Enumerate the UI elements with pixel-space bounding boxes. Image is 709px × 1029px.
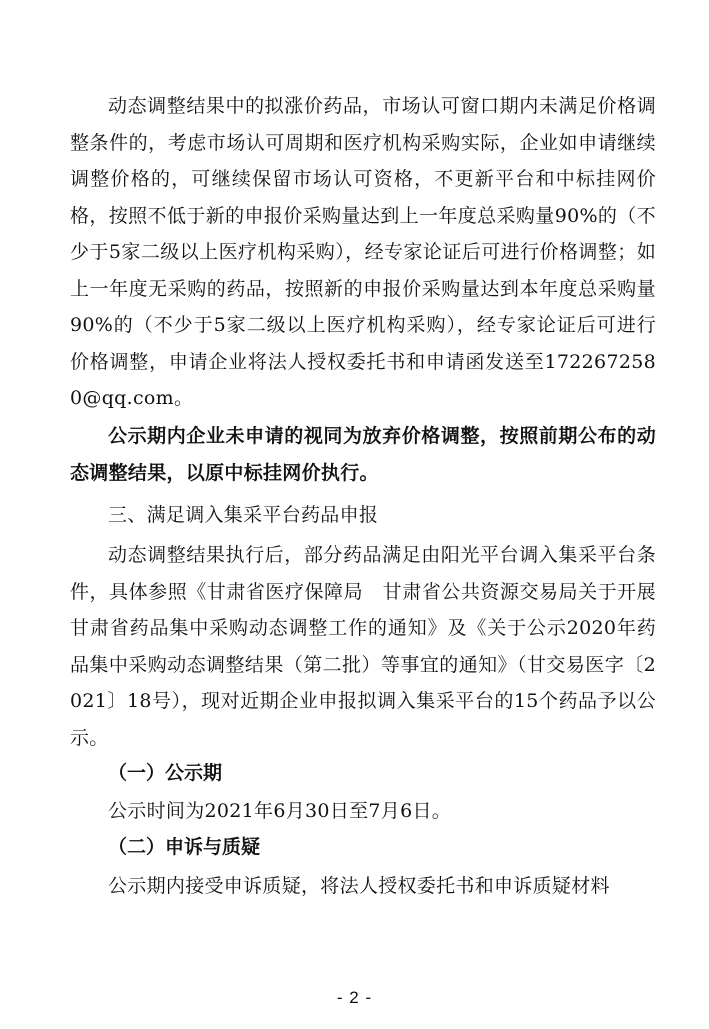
section-heading-3: 三、满足调入集采平台药品申报 — [108, 504, 379, 526]
paragraph-publicity-time: 公示时间为2021年6月30日至7月6日。 — [108, 800, 452, 822]
subheading-publicity-period: （一）公示期 — [108, 762, 223, 784]
paragraph-price-adjustment: 动态调整结果中的拟涨价药品，市场认可窗口期内未满足价格调整条件的，考虑市场认可周期和医疗机构采购实际，企业如申请继续调整价格的，可继续保留市场认可资格，不更新平台和中标挂网价格，按照不低于新的申报价采购量达到上一年度总采购量90%的（不少于5家二级以上医疗机构采购），经专家论证后可进行价格调整；如上一年度无采购的药品，按照新的申报价采购量达到本年度总采购量90%的（不少于5家二级以上医疗机构采购），经专家论证后可进行价格调整，申请企业将法人授权委托书和申请函发送至1722672580@qq.com。 — [70, 95, 656, 409]
paragraph-appeal: 公示期内接受申诉质疑，将法人授权委托书和申诉质疑材料 — [108, 875, 610, 897]
paragraph-bold-notice: 公示期内企业未申请的视同为放弃价格调整，按照前期公布的动态调整结果，以原中标挂网价执行。 — [70, 425, 656, 484]
paragraph-platform-transfer: 动态调整结果执行后，部分药品满足由阳光平台调入集采平台条件，具体参照《甘肃省医疗保障局 甘肃省公共资源交易局关于开展甘肃省药品集中采购动态调整工作的通知》及《关于公示2020年药品集中采购动态调整结果（第二批）等事宜的通知》（甘交易医字〔2021〕18号），现对近期企业申报拟调入集采平台的15个药品予以公示。 — [70, 544, 656, 749]
page-number: - 2 - — [336, 988, 373, 1007]
subheading-appeal: （二）申诉与质疑 — [108, 836, 261, 858]
